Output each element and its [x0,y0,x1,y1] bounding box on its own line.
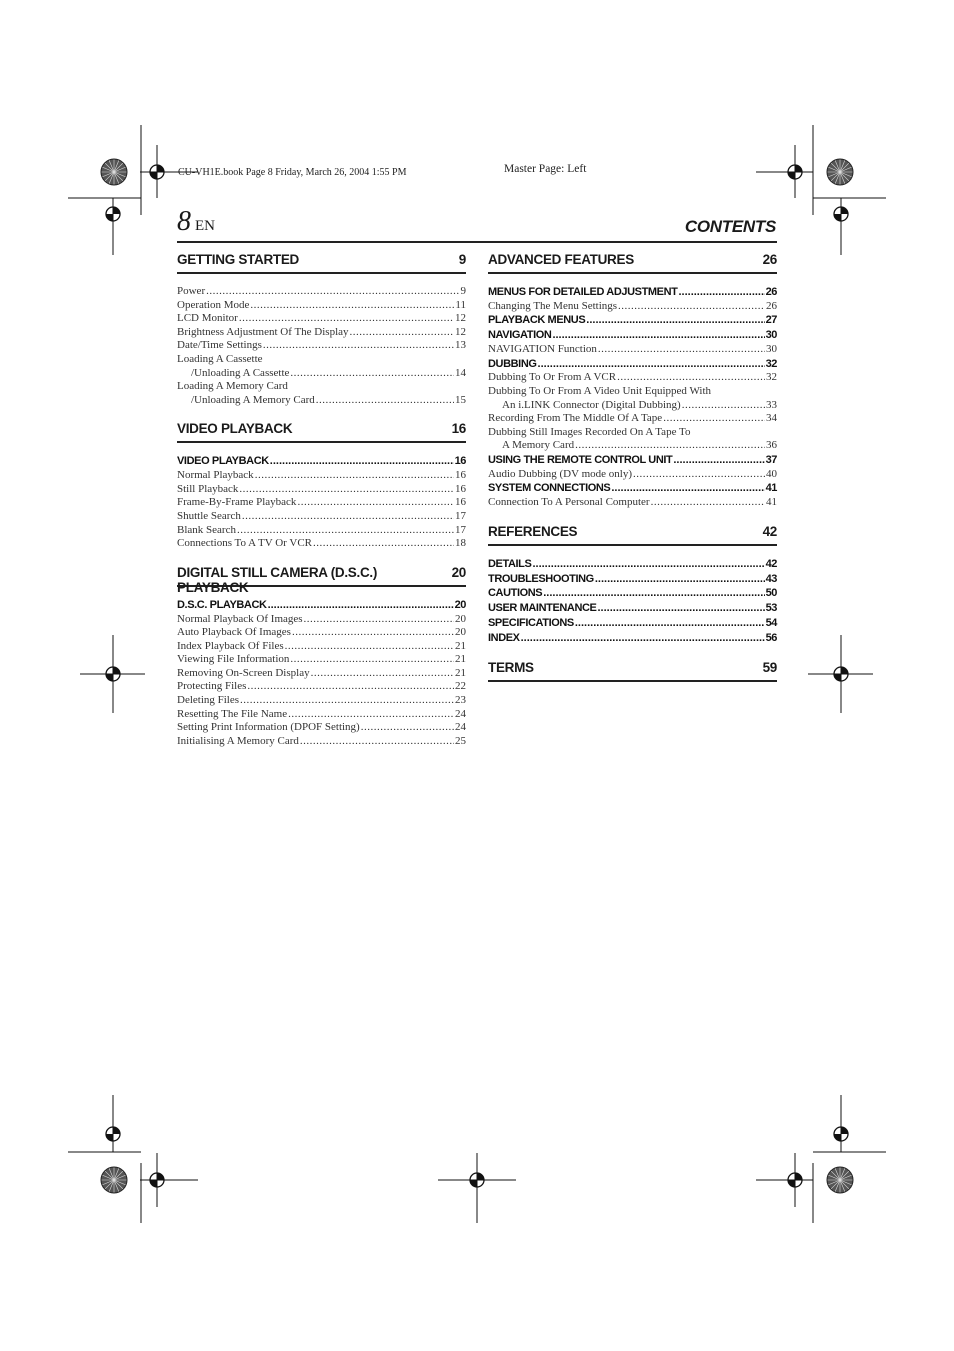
dot-leader [350,326,454,340]
toc-entry[interactable] [488,399,777,413]
dot-leader [239,483,454,497]
dot-leader [285,640,454,654]
toc-entry[interactable] [177,598,466,613]
toc-entry-label: SYSTEM CONNECTIONS [488,482,611,495]
dot-leader [586,313,764,328]
toc-entry[interactable] [177,483,466,497]
toc-entry-label: VIDEO PLAYBACK [177,455,269,468]
dot-leader [290,653,454,667]
toc-entry-label: Normal Playback Of Images [177,612,303,625]
dot-leader [617,371,765,385]
toc-entry-page: 41 [765,482,777,495]
toc-entry-page: 12 [455,325,466,338]
toc-entry-label: MENUS FOR DETAILED ADJUSTMENT [488,286,678,298]
dot-leader [240,694,454,708]
page-language: EN [195,218,215,234]
toc-entry[interactable] [488,328,777,343]
contents-left-column [177,252,466,762]
toc-entry[interactable] [177,640,466,654]
toc-entry[interactable] [488,371,777,385]
toc-entry-label: Removing On-Screen Display [177,666,310,679]
toc-entry-label: TROUBLESHOOTING [488,572,594,585]
toc-entry-label: Connection To A Personal Computer [488,496,650,509]
toc-entry[interactable] [177,285,466,299]
contents-right-column [488,252,777,696]
toc-entry[interactable] [177,524,466,538]
toc-entry-page: 32 [766,371,777,384]
toc-entry-page: 24 [455,707,466,720]
dot-leader [239,312,454,326]
toc-entry[interactable] [488,343,777,357]
toc-entry-page: 9 [460,285,466,297]
toc-entry[interactable] [177,496,466,510]
toc-entry[interactable] [488,481,777,496]
toc-entry-label: /Unloading A Memory Card [191,393,315,406]
toc-entry-page: 30 [766,342,777,355]
page-title: CONTENTS [684,217,776,236]
toc-entry-page: 24 [455,721,466,734]
section-page: 59 [762,659,777,675]
toc-entry-page: 40 [766,467,777,480]
toc-entry-label: Changing The Menu Settings [488,299,618,312]
toc-entry-label: Power [177,285,206,297]
toc-entry-page: 56 [765,631,777,644]
toc-entry-page: 22 [455,680,466,693]
toc-entry-label: Shuttle Search [177,509,241,522]
toc-entry[interactable] [177,394,466,408]
dot-leader [242,510,454,524]
toc-entry-label: LCD Monitor [177,312,238,325]
toc-section [177,252,466,407]
toc-entry-label: Loading A Cassette [177,352,263,365]
toc-entry[interactable] [177,708,466,722]
toc-entry-page: 32 [765,357,777,370]
toc-entry-label: SPECIFICATIONS [488,616,574,629]
dot-leader [595,572,765,587]
toc-entry[interactable] [488,453,777,468]
toc-entry-label: Still Playback [177,482,239,495]
section-title: TERMS [488,659,534,675]
toc-entry[interactable] [177,367,466,381]
toc-entry-label: Setting Print Information (DPOF Setting) [177,721,360,734]
toc-entry-page: 15 [455,393,466,406]
dot-leader [292,626,454,640]
dot-leader [263,339,454,353]
toc-entry-label: DUBBING [488,357,537,370]
toc-entry-page: 17 [455,509,466,522]
toc-entry-page: 21 [455,653,466,666]
toc-entry-label: Initialising A Memory Card [177,734,299,747]
dot-leader [598,601,765,616]
dot-leader [316,394,454,408]
toc-entry-page: 16 [455,496,466,509]
section-heading [488,660,777,682]
toc-entry-label: Auto Playback Of Images [177,626,291,639]
dot-leader [250,299,454,313]
dot-leader [297,496,454,510]
toc-entry-page: 13 [455,339,466,352]
toc-entry[interactable] [177,454,466,469]
toc-entry-label: NAVIGATION Function [488,342,597,355]
toc-entry-label: DETAILS [488,557,532,570]
toc-entry-page: 36 [766,439,777,452]
toc-entry[interactable] [488,468,777,482]
toc-entry-label: Dubbing To Or From A VCR [488,371,617,384]
toc-section [488,252,777,510]
toc-entry[interactable] [488,313,777,328]
dot-leader [552,328,764,343]
toc-entry-label: Date/Time Settings [177,339,262,352]
toc-entry[interactable] [177,537,466,551]
toc-entry-page: 26 [765,286,777,298]
toc-entry-page: 37 [765,453,777,466]
dot-leader [237,524,454,538]
toc-entry[interactable] [488,300,777,314]
dot-leader [651,496,765,510]
toc-entry-page: 11 [455,298,466,311]
print-slug: CU-VH1E.book Page 8 Friday, March 26, 2004 1:55 PM [178,167,407,178]
toc-entry[interactable] [177,510,466,524]
toc-entry-page: 53 [765,602,777,615]
toc-entry[interactable] [488,601,777,616]
dot-leader [575,439,765,453]
toc-entry-label: Resetting The File Name [177,707,288,720]
dot-leader [575,616,765,631]
section-title: GETTING STARTED [177,252,299,267]
toc-entry[interactable] [177,380,466,394]
dot-leader [532,557,764,572]
dot-leader [313,537,454,551]
section-title: ADVANCED FEATURES [488,252,634,267]
toc-entry-label: CAUTIONS [488,587,543,600]
toc-entry-label: Frame-By-Frame Playback [177,496,297,509]
section-heading [488,252,777,274]
dot-leader [521,631,765,646]
section-page: 20 [451,564,466,580]
toc-entry-page: 27 [765,314,777,327]
toc-entry[interactable] [177,680,466,694]
toc-entry-page: 20 [455,626,466,639]
toc-entry[interactable] [488,631,777,646]
dot-leader [682,399,765,413]
toc-entry-label: NAVIGATION [488,329,552,342]
toc-entry[interactable] [488,357,777,372]
section-title: REFERENCES [488,523,578,539]
section-page: 9 [458,252,466,267]
page-number: 8 [177,206,191,237]
dot-leader [288,708,454,722]
toc-entry[interactable] [488,412,777,426]
toc-entry[interactable] [177,613,466,627]
dot-leader [311,667,454,681]
toc-entry-label: USING THE REMOTE CONTROL UNIT [488,453,673,466]
section-title: VIDEO PLAYBACK [177,421,293,437]
toc-entry-label: /Unloading A Cassette [191,366,290,379]
toc-entry-page: 30 [765,329,777,342]
toc-entry-label: Dubbing To Or From A Video Unit Equipped With [488,384,712,397]
toc-entry[interactable] [177,735,466,749]
dot-leader [255,469,454,483]
toc-section [488,660,777,682]
toc-entry-page: 54 [765,616,777,629]
toc-entry-page: 33 [766,398,777,411]
toc-entry[interactable] [488,572,777,587]
toc-entry[interactable] [177,312,466,326]
dot-leader [611,481,764,496]
toc-entry-page: 12 [455,312,466,325]
toc-entry[interactable] [488,557,777,572]
toc-section [177,421,466,550]
master-page-label: Master Page: Left [504,163,587,175]
dot-leader [270,454,454,469]
toc-entry-page: 16 [455,469,466,482]
toc-entry-label: Loading A Memory Card [177,380,288,393]
dot-leader [598,343,765,357]
dot-leader [618,300,765,314]
toc-entry[interactable] [488,285,777,300]
toc-entry[interactable] [177,469,466,483]
toc-entry-page: 17 [455,523,466,536]
toc-entry-label: Deleting Files [177,694,240,707]
section-page: 42 [762,523,777,539]
toc-entry[interactable] [488,385,777,399]
dot-leader [206,285,459,299]
dot-leader [300,735,454,749]
toc-entry-page: 26 [766,299,777,312]
dot-leader [633,468,765,482]
section-heading [177,252,466,274]
toc-entry-page: 21 [455,639,466,652]
toc-entry-page: 18 [455,537,466,550]
dot-leader [538,357,765,372]
toc-entry[interactable] [488,586,777,601]
toc-section [177,565,466,749]
toc-entry-page: 42 [765,557,777,570]
toc-entry-page: 20 [454,598,466,611]
toc-entry-page: 16 [454,455,466,468]
section-heading [488,524,777,546]
toc-entry[interactable] [177,339,466,353]
toc-entry[interactable] [177,667,466,681]
toc-entry-label: Brightness Adjustment Of The Display [177,325,349,338]
toc-entry-label: Recording From The Middle Of A Tape [488,412,663,425]
toc-entry-label: Connections To A TV Or VCR [177,537,313,550]
toc-entry[interactable] [177,626,466,640]
dot-leader [663,412,765,426]
dot-leader [268,598,454,613]
dot-leader [678,285,764,300]
toc-entry-label: D.S.C. PLAYBACK [177,598,267,611]
section-heading [177,421,466,443]
toc-entry-label: Operation Mode [177,298,250,311]
toc-entry-page: 25 [455,734,466,747]
toc-entry-page: 21 [455,666,466,679]
toc-entry-label: Index Playback Of Files [177,639,284,652]
toc-section [488,524,777,646]
dot-leader [304,613,454,627]
toc-entry-page: 14 [455,366,466,379]
dot-leader [361,721,454,735]
toc-entry-label: Audio Dubbing (DV mode only) [488,467,633,480]
toc-entry[interactable] [177,299,466,313]
toc-entry-label: USER MAINTENANCE [488,602,597,615]
dot-leader [247,680,454,694]
toc-entry[interactable] [488,426,777,440]
section-page: 26 [762,252,777,267]
toc-entry[interactable] [488,496,777,510]
toc-entry[interactable] [177,653,466,667]
section-title: DIGITAL STILL CAMERA (D.S.C.) PLAYBACK [177,564,378,595]
toc-entry[interactable] [177,326,466,340]
toc-entry-label: Normal Playback [177,469,254,482]
toc-entry-page: 20 [455,612,466,625]
toc-entry-label: An i.LINK Connector (Digital Dubbing) [502,398,681,411]
toc-entry[interactable] [177,353,466,367]
toc-entry-label: Dubbing Still Images Recorded On A Tape To [488,425,691,438]
toc-entry-label: A Memory Card [502,439,575,452]
toc-entry[interactable] [177,721,466,735]
toc-entry[interactable] [488,616,777,631]
toc-entry-label: Blank Search [177,523,236,536]
toc-entry-page: 43 [765,572,777,585]
toc-entry-page: 50 [765,587,777,600]
toc-entry-label: Viewing File Information [177,653,290,666]
page-number-block [177,208,215,236]
dot-leader [673,453,764,468]
toc-entry-page: 23 [455,694,466,707]
dot-leader [290,367,454,381]
toc-entry[interactable] [177,694,466,708]
toc-entry-page: 41 [766,496,777,509]
header-rule [177,241,777,243]
section-heading [177,564,466,595]
toc-entry-page: 16 [455,482,466,495]
section-page: 16 [451,421,466,437]
toc-entry-label: PLAYBACK MENUS [488,314,586,327]
toc-entry-label: Protecting Files [177,680,247,693]
dot-leader [543,586,764,601]
toc-entry-page: 34 [766,412,777,425]
toc-entry[interactable] [488,439,777,453]
toc-entry-label: INDEX [488,631,520,644]
